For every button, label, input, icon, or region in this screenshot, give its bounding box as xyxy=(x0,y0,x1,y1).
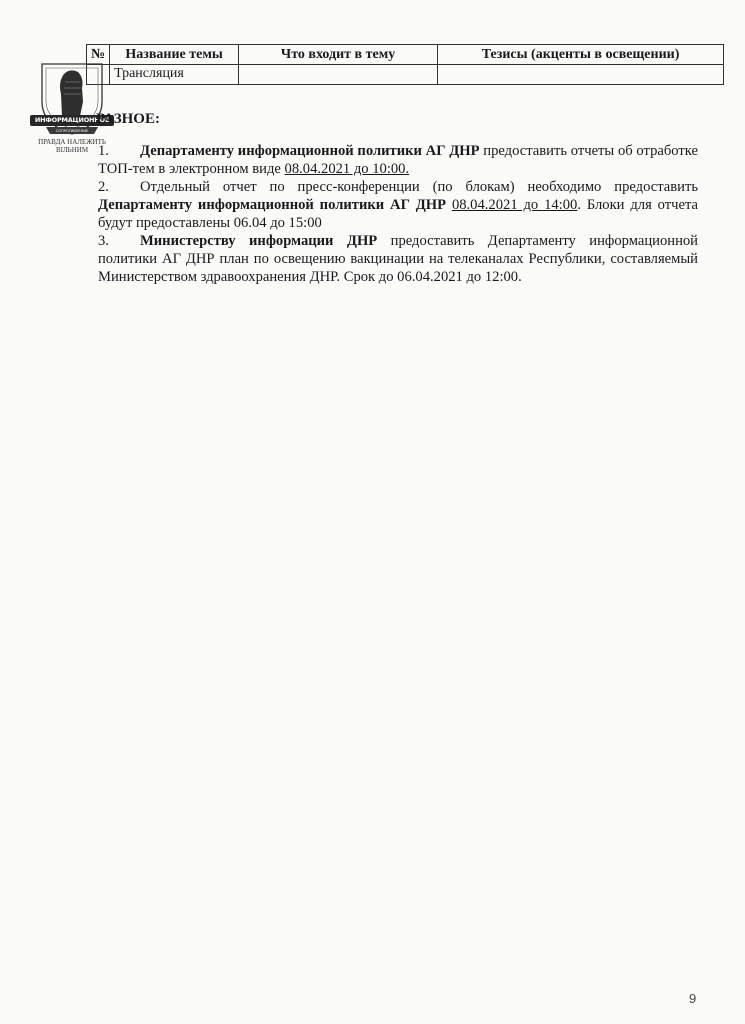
item-addressee: Департаменту информационной политики АГ ДНР xyxy=(140,143,480,159)
item-number: 2. xyxy=(98,179,109,195)
item-text: предоставить Департаменту информационной политики АГ ДНР план по освещению вакцинации на телеканалах Республики, составляемый Министерством здравоохранения ДНР. Срок до 06.04.2021 до 12:00. xyxy=(98,233,698,285)
header-number: № xyxy=(87,45,110,65)
page-number: 9 xyxy=(689,991,697,1006)
item-text-after: . Блоки для отчета будут предоставлены 06.04 до 15:00 xyxy=(98,197,698,231)
item-number: 3. xyxy=(98,233,109,249)
header-topic-name: Название темы xyxy=(110,45,239,65)
header-theses: Тезисы (акценты в освещении) xyxy=(438,45,724,65)
section-heading: РАЗНОЕ: xyxy=(96,111,160,127)
table-cell-name: Трансляция xyxy=(110,65,239,85)
item-deadline: 08.04.2021 до 14:00 xyxy=(451,197,578,213)
item-text: предоставить отчеты об отработке ТОП-тем в электронном виде xyxy=(98,143,698,177)
table-cell-theses xyxy=(438,65,724,85)
list-item xyxy=(98,178,698,232)
items-list xyxy=(98,142,698,286)
item-number: 1. xyxy=(98,143,109,159)
table-cell-what xyxy=(239,65,438,85)
item-addressee: Департаменту информационной политики АГ ДНР xyxy=(98,197,447,213)
topics-table xyxy=(86,44,724,85)
item-addressee: Министерству информации ДНР xyxy=(140,233,378,249)
item-deadline: 08.04.2021 до 10:00. xyxy=(284,161,410,177)
stamp-motto-line-2: ВІЛЬНИМ xyxy=(55,146,89,154)
header-topic-content: Что входит в тему xyxy=(239,45,438,65)
list-item xyxy=(98,142,698,178)
stamp-sub-text: СОПРОТИВЛЕНИЕ xyxy=(55,129,89,133)
stamp-motto-line-1: ПРАВДА НАЛЕЖИТЬ xyxy=(38,138,106,146)
stamp-band-text: ИНФОРМАЦИОННОЕ xyxy=(34,116,110,124)
item-text: Отдельный отчет по пресс-конференции (по блокам) необходимо предоставить xyxy=(140,179,698,195)
table-header-row xyxy=(87,45,724,65)
list-item xyxy=(98,232,698,286)
table-row xyxy=(87,65,724,85)
